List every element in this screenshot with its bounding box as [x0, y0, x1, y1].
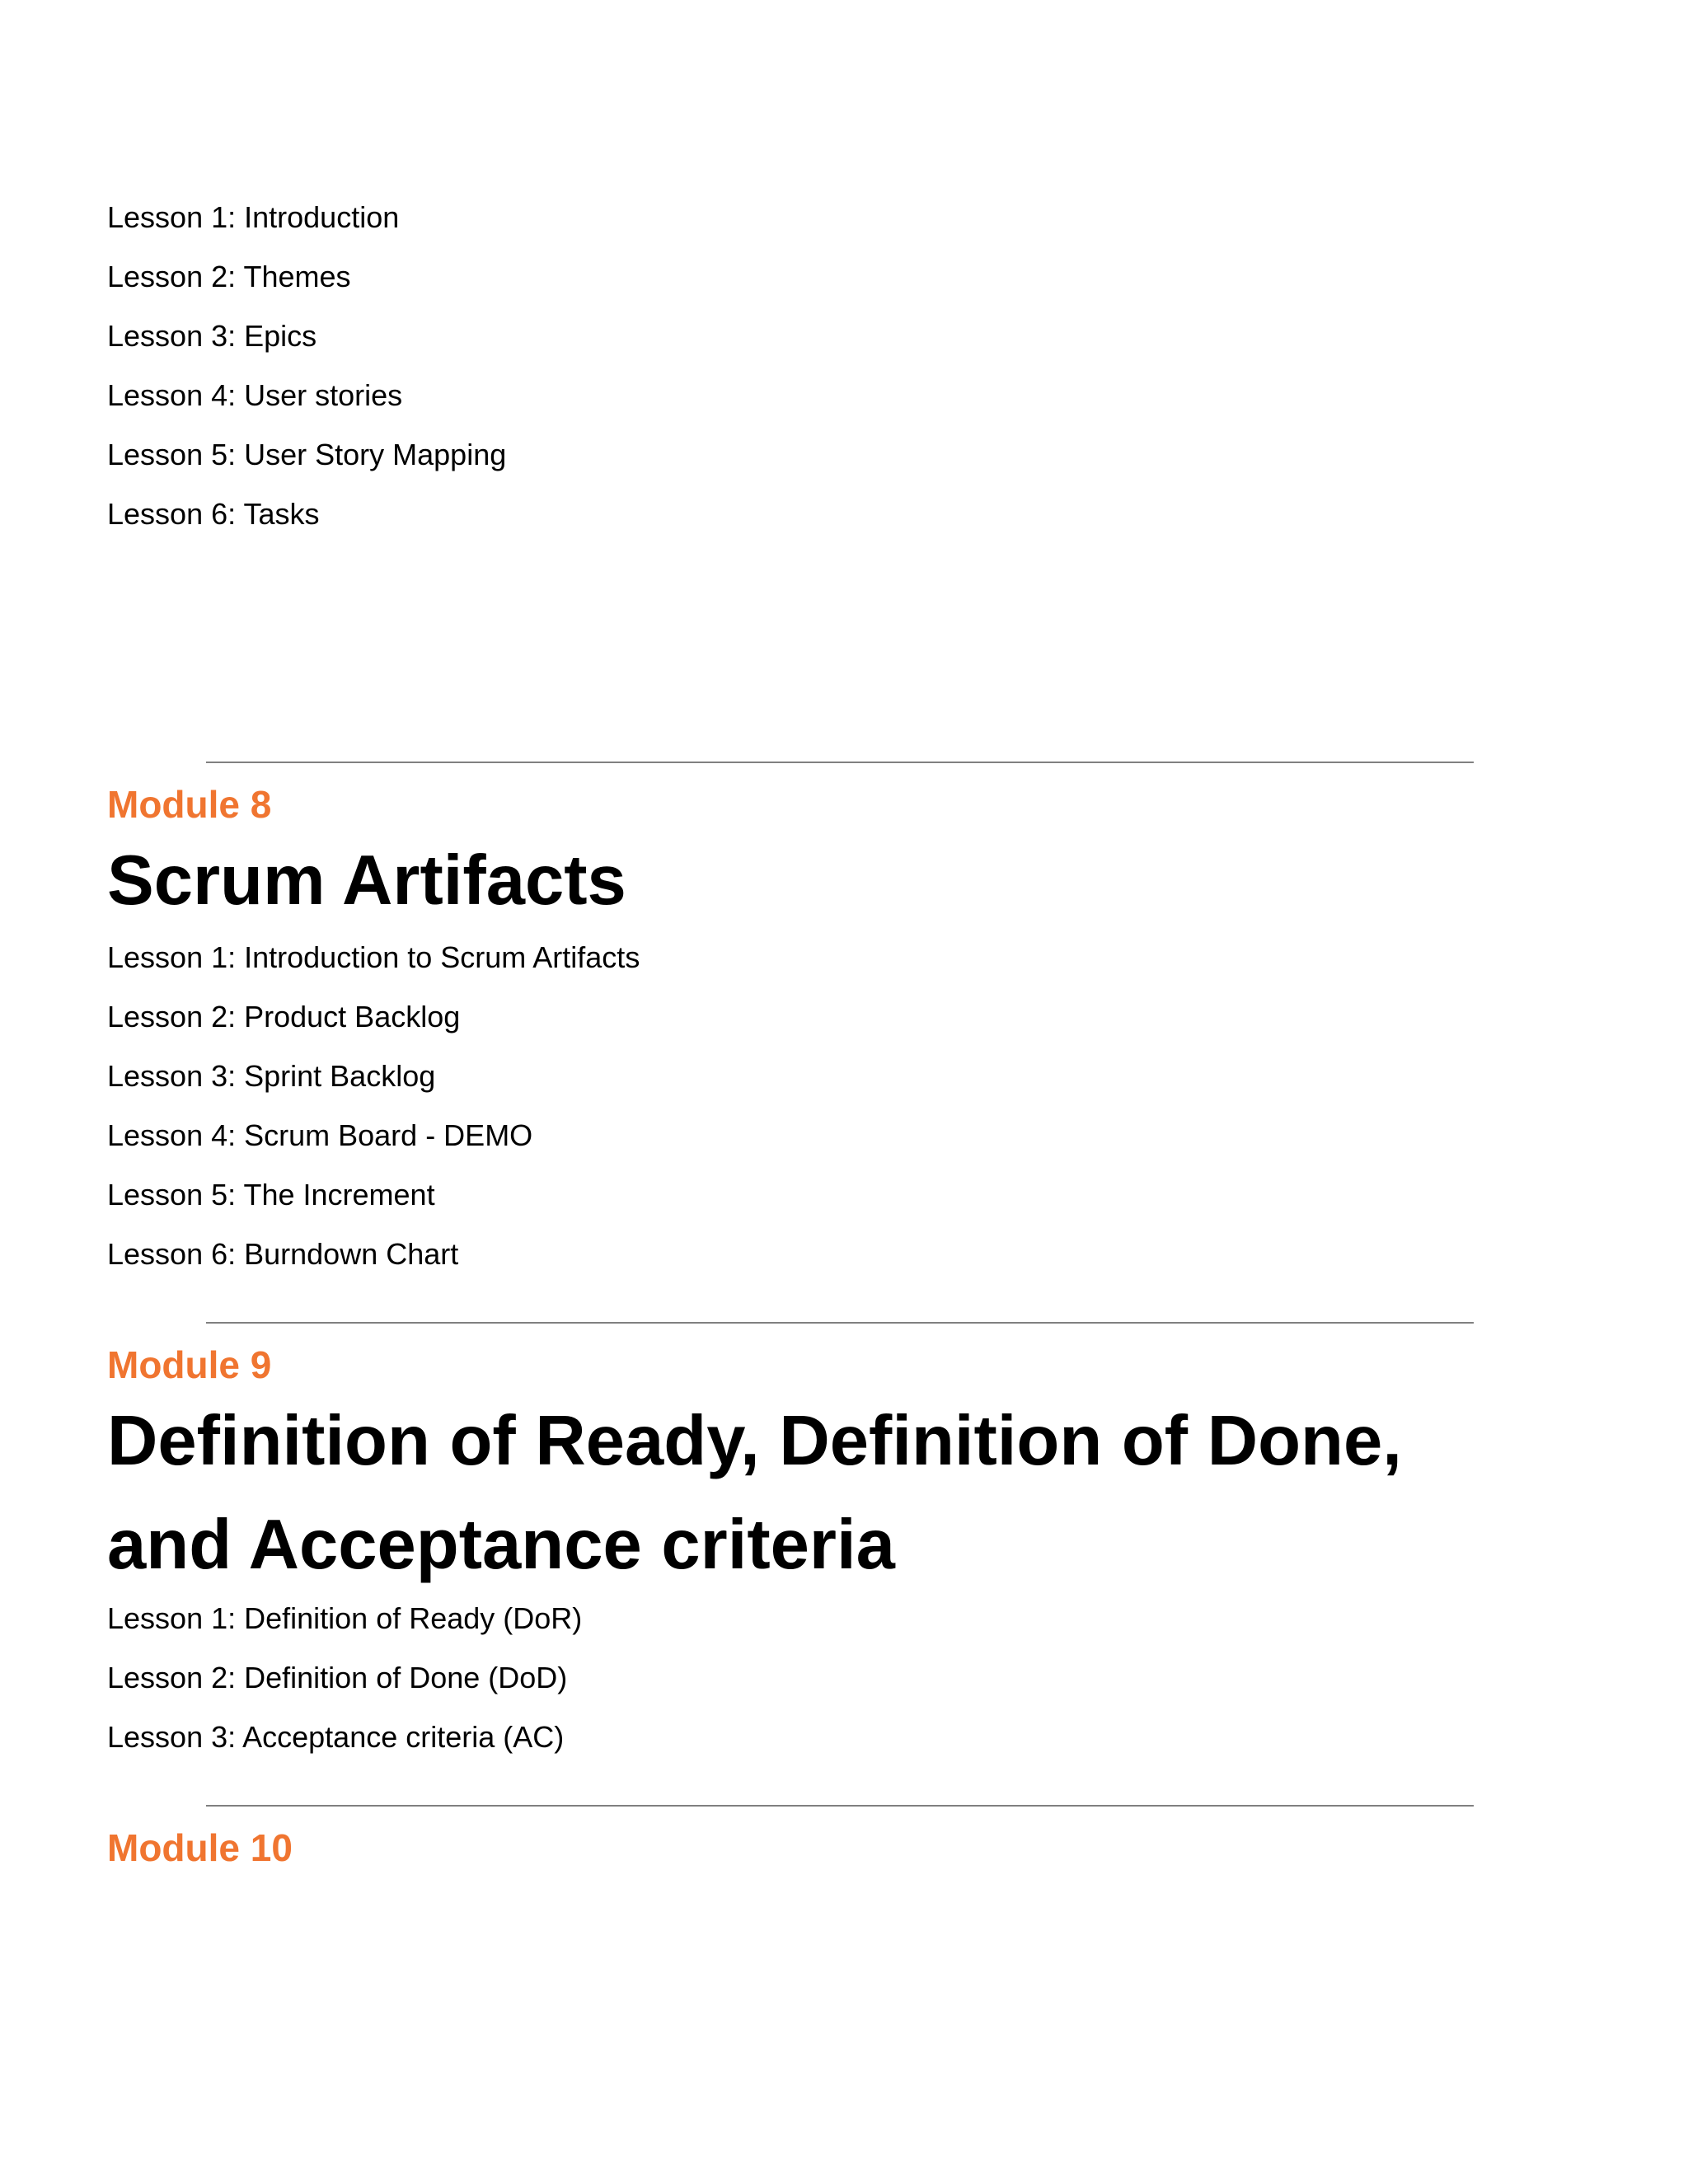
module-label: Module 10: [107, 1826, 293, 1869]
lesson-item: Lesson 6: Tasks: [107, 497, 320, 531]
module-lesson-list: [107, 928, 640, 1284]
module-label: Module 8: [107, 783, 272, 826]
lesson-item: Lesson 2: Product Backlog: [107, 1000, 461, 1033]
lesson-item: Lesson 3: Epics: [107, 319, 317, 353]
lesson-item: Lesson 6: Burndown Chart: [107, 1237, 459, 1271]
lesson-item: Lesson 3: Acceptance criteria (AC): [107, 1720, 565, 1754]
lesson-item: Lesson 1: Definition of Ready (DoR): [107, 1601, 583, 1635]
lesson-item: Lesson 5: User Story Mapping: [107, 438, 507, 471]
module-divider: [206, 1805, 1474, 1807]
lesson-item: Lesson 2: Definition of Done (DoD): [107, 1661, 568, 1694]
lesson-item: Lesson 4: User stories: [107, 378, 403, 412]
module-lesson-list: [107, 1589, 582, 1767]
lesson-item: Lesson 1: Introduction to Scrum Artifacts: [107, 940, 640, 974]
lesson-item: Lesson 5: The Increment: [107, 1178, 435, 1212]
module-divider: [206, 1322, 1474, 1324]
lesson-item: Lesson 3: Sprint Backlog: [107, 1059, 436, 1093]
module-divider: [206, 762, 1474, 763]
module-label: Module 9: [107, 1343, 272, 1386]
lesson-item: Lesson 4: Scrum Board - DEMO: [107, 1118, 533, 1152]
lesson-item: Lesson 2: Themes: [107, 260, 351, 293]
lesson-item: Lesson 1: Introduction: [107, 200, 400, 234]
module-title: Definition of Ready, Definition of Done, and Acceptance criteria: [107, 1402, 1402, 1584]
previous-module-lesson-list: [107, 188, 506, 544]
module-title: Scrum Artifacts: [107, 841, 626, 920]
